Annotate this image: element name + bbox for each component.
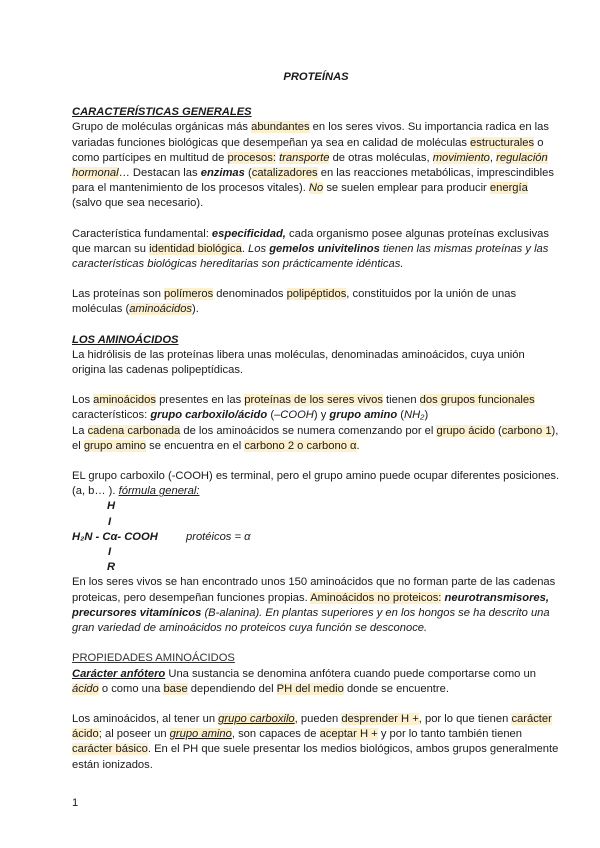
text: dependiendo del (187, 682, 277, 695)
text: Los (248, 242, 270, 255)
text: o como partícipes en multitud de (72, 136, 544, 164)
highlight: grupo amino (169, 728, 232, 741)
highlight: aminoácidos (93, 394, 156, 407)
paragraph (72, 424, 560, 454)
text: donde se encuentre. (343, 682, 449, 695)
highlight: aminoácidos (129, 303, 193, 316)
text: cada organismo posee algunas proteínas exclusivas que marcan su (72, 227, 549, 255)
text: tienen las mismas proteínas y las características biológicas hereditarias son prácticamente idénticas. (72, 242, 549, 271)
highlight: carácter básico (72, 743, 148, 756)
text: en las reacciones metabólicas, imprescindibles para el mantenimiento de los procesos vitales). (72, 167, 554, 195)
text: (B-alanina). (204, 606, 263, 619)
text: . (356, 439, 360, 452)
paragraph (72, 287, 560, 317)
paragraph (72, 667, 560, 697)
highlight: grupo amino (83, 439, 147, 452)
highlight: Aminoácidos no proteicos: (310, 591, 442, 604)
highlight: grupo carboxilo (218, 712, 295, 725)
text: , pueden (294, 712, 342, 725)
section-heading-aminoacidos: LOS AMINOÁCIDOS (72, 333, 179, 346)
highlight: procesos: (227, 151, 276, 164)
formula-note: protéicos = α (186, 530, 251, 543)
highlight: energía (489, 182, 528, 195)
highlight: catalizadores (251, 167, 318, 180)
formula-top: H (107, 500, 116, 513)
text: La (72, 424, 88, 437)
text: ) (424, 409, 429, 422)
amino-acid-formula (72, 499, 560, 575)
text: . (241, 242, 249, 255)
text: Grupo de moléculas orgánicas más (72, 121, 252, 134)
paragraph (72, 120, 560, 211)
text: de los aminoácidos se numera comenzando por el (180, 424, 437, 437)
formula-bottom: R (107, 561, 116, 574)
text: En los seres vivos se han encontrado unos 150 aminoácidos que no forman parte de las cadenas proteicas, pero desempeñan funciones propias. (72, 576, 556, 604)
text: Los (72, 394, 94, 407)
paragraph: La hidrólisis de las proteínas libera unas moléculas, denominadas aminoácidos, cuya unión origina las cadenas polipeptídicas. (72, 348, 525, 377)
paragraph (72, 712, 560, 773)
text: y por lo tanto también tienen (377, 728, 523, 741)
highlight: transporte (279, 151, 330, 164)
formula-main: H₂N - Cα- COOH (72, 530, 158, 543)
text: ( (244, 167, 252, 180)
paragraph (72, 393, 560, 423)
text: En plantas superiores y en los hongos se ha descrito una gran variedad de aminoácidos no proteicos cuya función se desconoce. (72, 606, 550, 635)
text: Los aminoácidos, al tener un (72, 712, 219, 725)
text: , constituidos por la unión de unas moléculas ( (72, 288, 517, 316)
text: se encuentra en el (146, 439, 245, 452)
highlight: aceptar H + (319, 728, 378, 741)
highlight: estructurales (470, 136, 535, 149)
text: Las proteínas son (72, 288, 165, 301)
text: en los seres vivos. Su importancia radica en las variadas funciones biológicas que desempeñan ya sea en calidad de moléculas (72, 121, 549, 149)
emphasis: especificidad, (211, 227, 286, 240)
highlight: carácter ácido (72, 712, 552, 741)
highlight: abundantes (251, 121, 310, 134)
text: ( (267, 409, 275, 422)
text: NH₂ (404, 409, 425, 422)
highlight: carbono 2 o carbono α (244, 439, 357, 452)
text: (salvo que sea necesario). (72, 197, 204, 210)
text: EL grupo carboxilo (-COOH) es terminal, pero el grupo amino puede ocupar diferentes posiciones. (a, b… ). (72, 470, 560, 498)
text: , (489, 151, 497, 164)
emphasis: grupo carboxilo/ácido (150, 409, 268, 422)
highlight: polipéptidos (286, 288, 347, 301)
page-title: PROTEÍNAS (283, 71, 349, 83)
highlight: ácido (72, 682, 99, 695)
text: ), el (72, 424, 559, 452)
section-heading-caracteristicas: CARACTERÍSTICAS GENERALES (72, 106, 252, 119)
text: ; al poseer un (98, 728, 170, 741)
highlight: dos grupos funcionales (419, 394, 535, 407)
emphasis: gemelos univitelinos (269, 242, 380, 255)
highlight: cadena carbonada (87, 424, 181, 437)
highlight: proteínas de los seres vivos (244, 394, 383, 407)
text: ). (192, 303, 199, 316)
text: , son capaces de (231, 728, 320, 741)
text: –COOH (274, 409, 314, 422)
formula-bond: I (108, 515, 112, 528)
paragraph (72, 469, 560, 499)
highlight: polímeros (164, 288, 214, 301)
underlined-label: fórmula general: (118, 485, 200, 498)
highlight: base (163, 682, 188, 695)
text: denominados (213, 288, 287, 301)
text: ( (494, 424, 502, 437)
emphasis: neurotransmisores, precursores vitamínicos (72, 591, 549, 619)
text: Característica fundamental: (72, 227, 212, 240)
text: ( (397, 409, 404, 422)
emphasis: enzimas (200, 167, 245, 180)
text: característicos: (72, 409, 151, 422)
highlight: carbono 1 (501, 424, 552, 437)
emphasis: Carácter anfótero (72, 667, 166, 680)
text: Una sustancia se denomina anfótera cuando puede comportarse como un (165, 667, 536, 680)
text: o como una (98, 682, 164, 695)
text: se suelen emplear para producir (323, 182, 490, 195)
highlight: No (308, 182, 324, 195)
highlight: desprender H + (341, 712, 419, 725)
text: ) y (313, 409, 330, 422)
highlight: PH del medio (276, 682, 344, 695)
paragraph (72, 227, 560, 273)
emphasis: grupo amino (329, 409, 398, 422)
highlight: grupo ácido (436, 424, 495, 437)
highlight: movimiento (432, 151, 490, 164)
formula-bond: I (108, 546, 112, 559)
text: tienen (382, 394, 420, 407)
paragraph (72, 575, 560, 636)
highlight: regulación hormonal (72, 151, 548, 180)
section-heading-propiedades: PROPIEDADES AMINOÁCIDOS (72, 652, 235, 665)
text: . En el PH que suele presentar los medios biológicos, ambos grupos generalmente están ionizados. (72, 743, 559, 771)
page-number: 1 (72, 797, 79, 809)
text: , por lo que tienen (418, 712, 512, 725)
highlight: identidad biológica (149, 242, 242, 255)
text: presentes en las (155, 394, 245, 407)
text: de otras moléculas, (329, 151, 433, 164)
text: … Destacan las (118, 167, 201, 180)
